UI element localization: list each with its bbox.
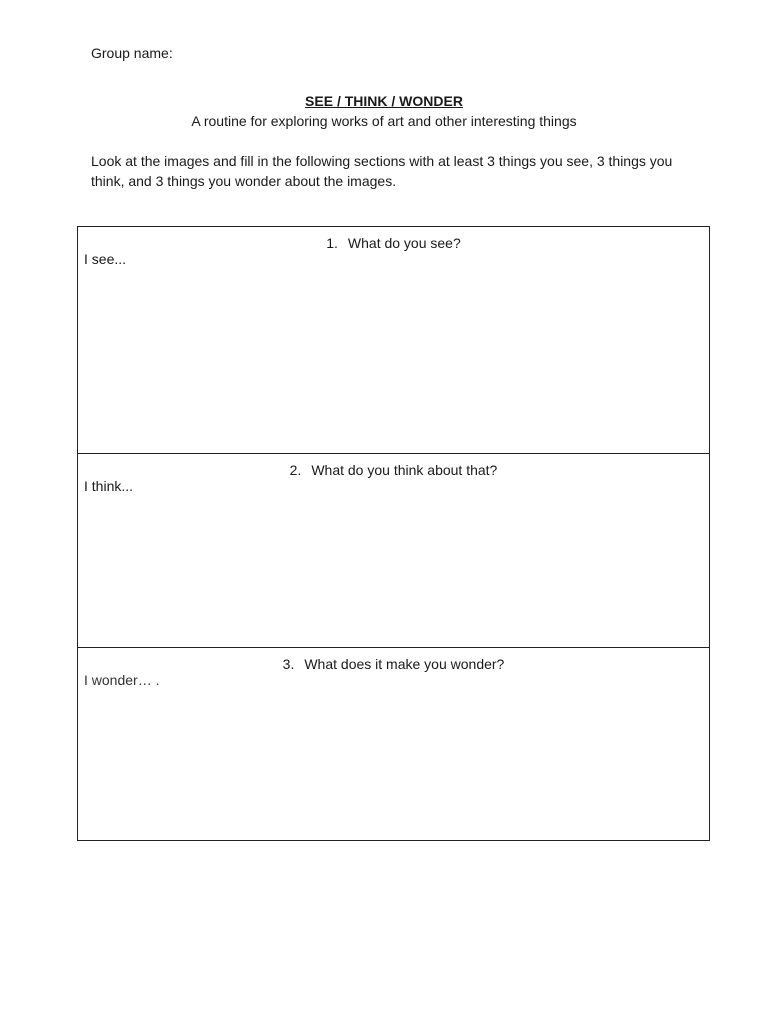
- wonder-question-number: 3.: [282, 656, 295, 672]
- group-name-label: Group name:: [91, 45, 173, 61]
- worksheet-subtitle: A routine for exploring works of art and other interesting things: [191, 113, 577, 129]
- think-section[interactable]: [78, 454, 709, 648]
- wonder-question: [78, 656, 709, 672]
- wonder-prompt: I wonder… .: [84, 672, 160, 688]
- think-question: [78, 462, 709, 478]
- see-prompt: I see...: [84, 251, 127, 267]
- wonder-section[interactable]: [78, 648, 709, 841]
- instructions-text: Look at the images and fill in the following sections with at least 3 things you see, 3 things you think, and 3 things you wonder about the images.: [91, 153, 673, 189]
- worksheet-title-text: SEE / THINK / WONDER: [305, 93, 463, 109]
- see-question: [78, 235, 709, 251]
- wonder-question-text: What does it make you wonder?: [304, 656, 505, 672]
- see-section[interactable]: [78, 227, 709, 454]
- worksheet-title: [0, 93, 768, 109]
- response-table: [77, 226, 710, 841]
- think-question-text: What do you think about that?: [311, 462, 498, 478]
- see-question-number: 1.: [326, 235, 338, 251]
- think-prompt: I think...: [84, 478, 134, 494]
- think-question-number: 2.: [289, 462, 302, 478]
- see-question-text: What do you see?: [347, 235, 461, 251]
